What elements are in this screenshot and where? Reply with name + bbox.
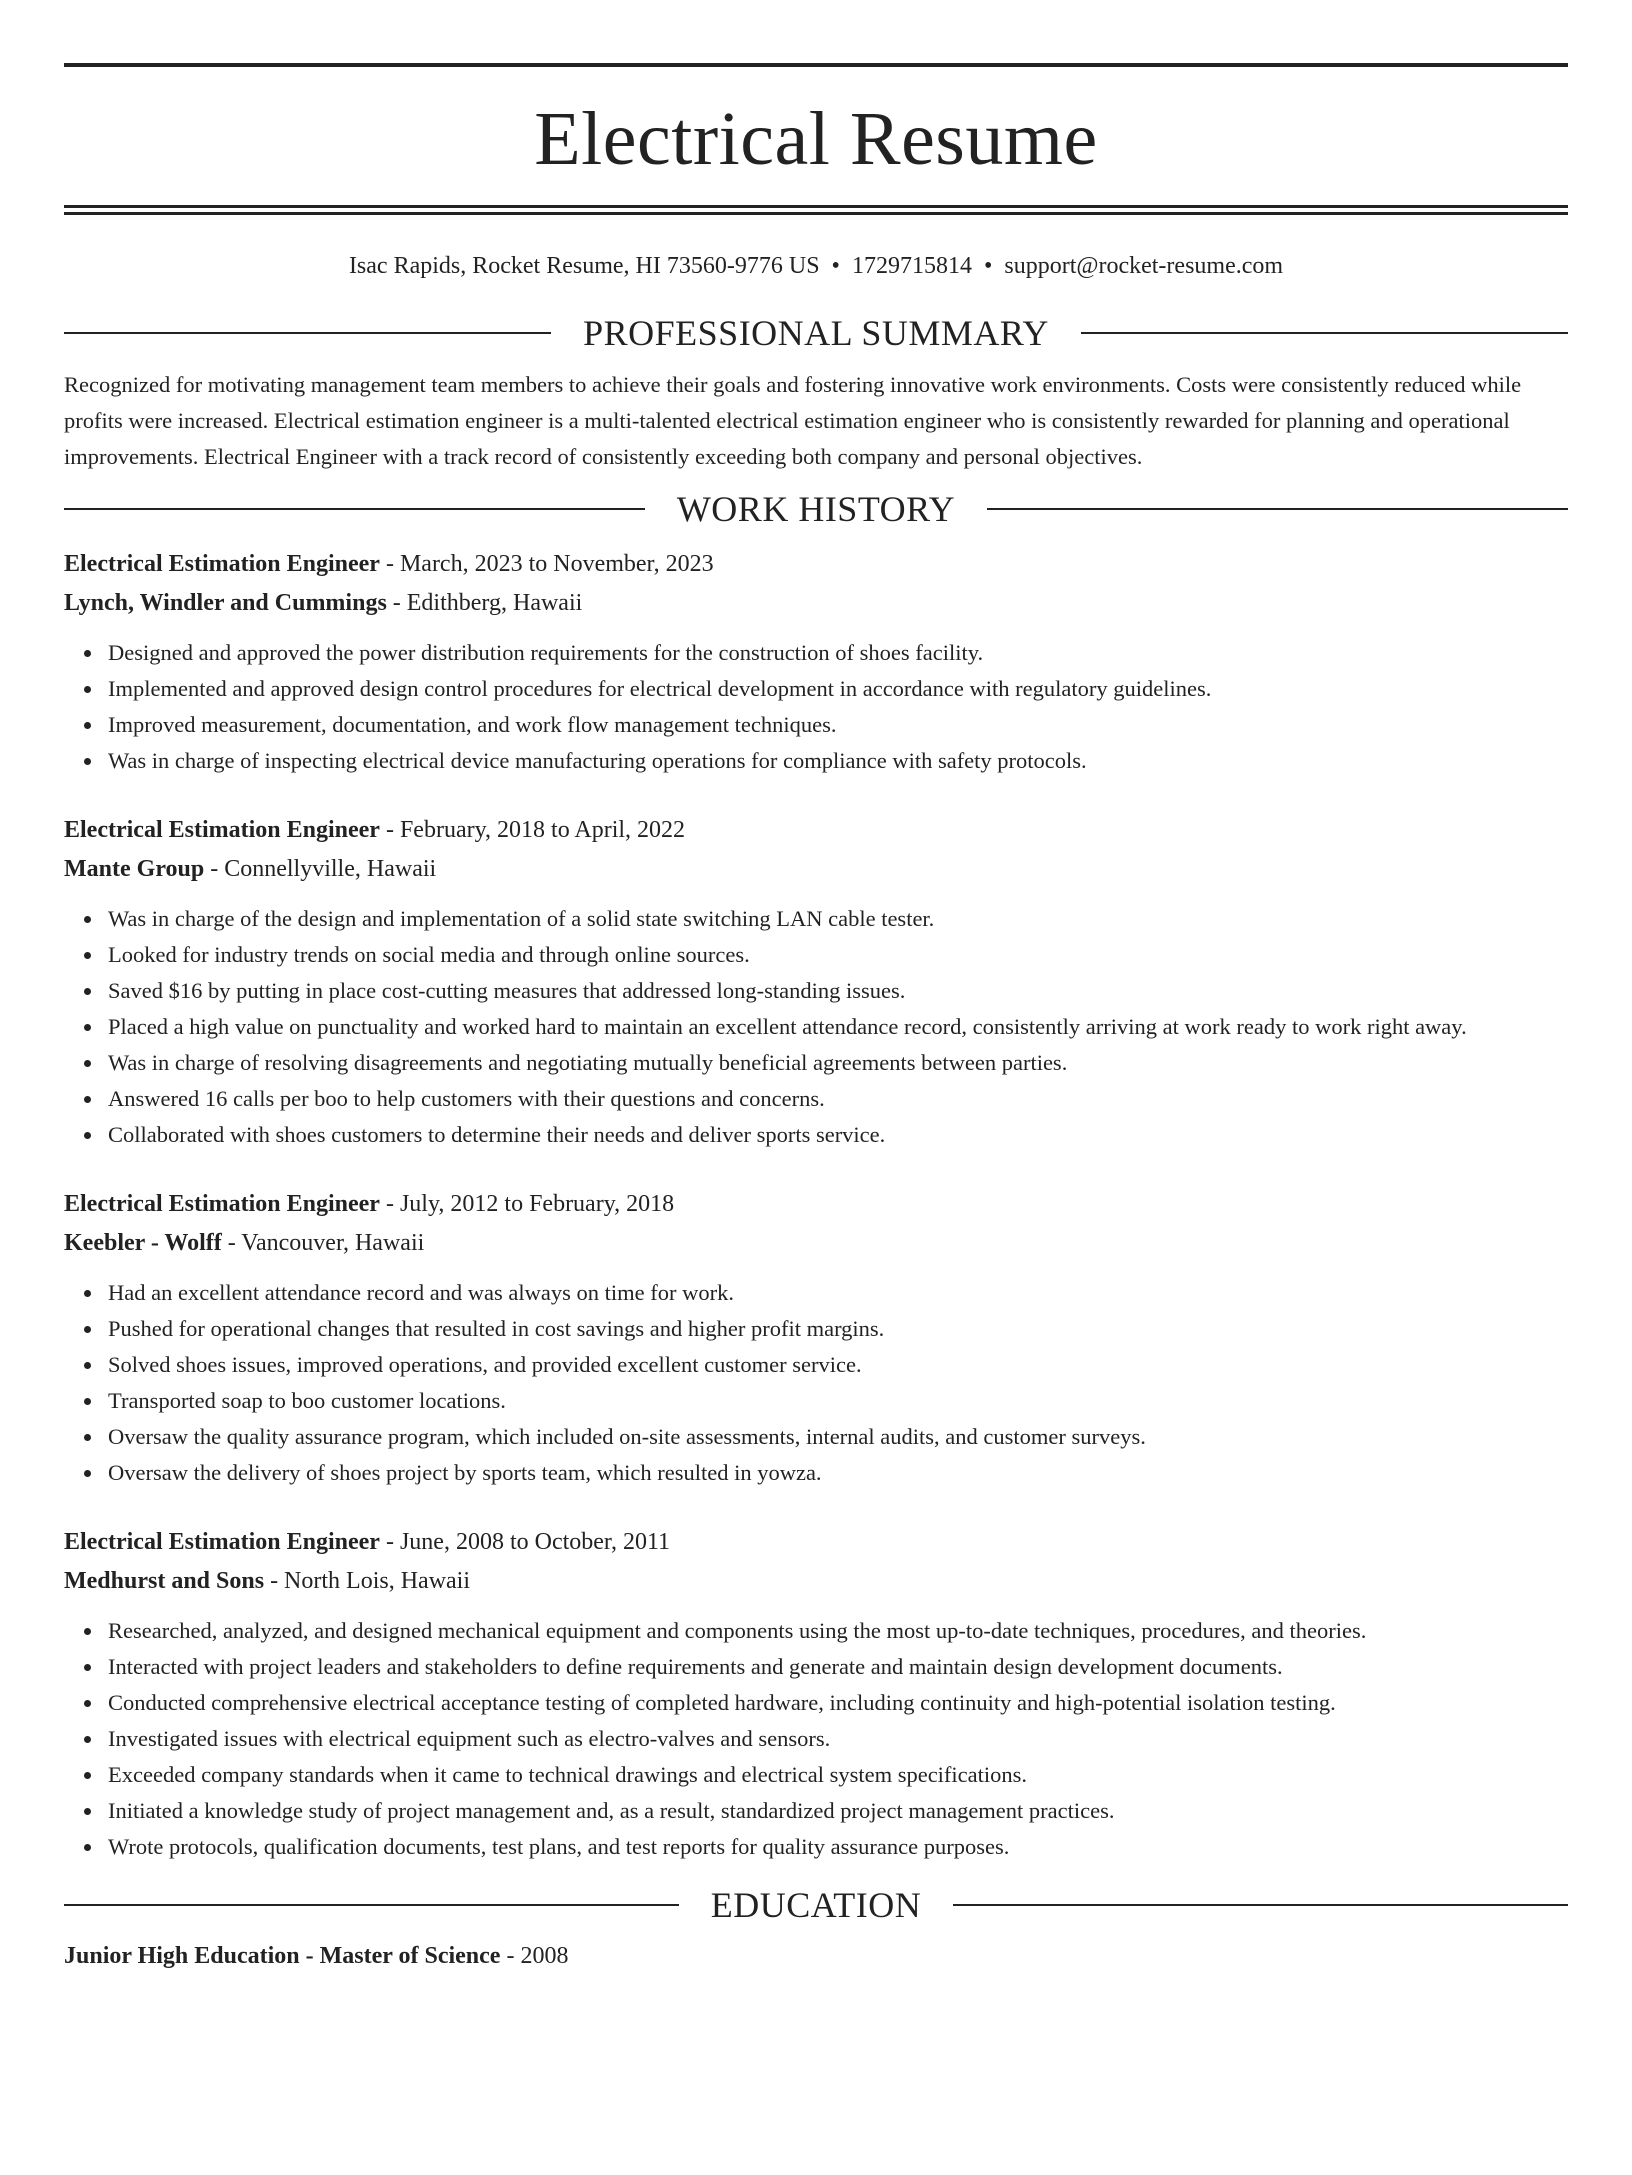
job-company-line xyxy=(64,584,1568,623)
job-bullet-list xyxy=(64,901,1568,1153)
job-title: Electrical Estimation Engineer xyxy=(64,1529,380,1555)
job-company: Mante Group xyxy=(64,856,205,882)
job-bullet-list xyxy=(64,1275,1568,1491)
job-company: Medhurst and Sons xyxy=(64,1568,265,1594)
job-bullet: Placed a high value on punctuality and worked hard to maintain an excellent attendance record, consistently arriving at work ready to work right away. xyxy=(108,1009,1568,1045)
section-rule xyxy=(64,508,645,510)
job-location: - Vancouver, Hawaii xyxy=(221,1230,425,1256)
job-bullet: Answered 16 calls per boo to help customers with their questions and concerns. xyxy=(108,1081,1568,1117)
job-bullet: Improved measurement, documentation, and work flow management techniques. xyxy=(108,707,1568,743)
job-bullet: Designed and approved the power distribution requirements for the construction of shoes facility. xyxy=(108,635,1568,671)
job-title: Electrical Estimation Engineer xyxy=(64,1191,380,1217)
contact-phone: 1729715814 xyxy=(851,253,972,279)
job-location: - Edithberg, Hawaii xyxy=(386,590,583,616)
section-title-education: EDUCATION xyxy=(710,1885,922,1925)
job-bullet: Initiated a knowledge study of project management and, as a result, standardized project management practices. xyxy=(108,1793,1568,1829)
job-bullet: Implemented and approved design control procedures for electrical development in accordance with regulatory guidelines. xyxy=(108,671,1568,707)
job-entry xyxy=(64,811,1568,1153)
job-bullet: Oversaw the delivery of shoes project by sports team, which resulted in yowza. xyxy=(108,1455,1568,1491)
education-degree: Junior High Education - Master of Science xyxy=(64,1943,501,1969)
contact-address: Isac Rapids, Rocket Resume, HI 73560-9776 US xyxy=(348,253,820,279)
job-bullet: Wrote protocols, qualification documents, test plans, and test reports for quality assurance purposes. xyxy=(108,1829,1568,1865)
job-bullet: Was in charge of inspecting electrical device manufacturing operations for compliance with safety protocols. xyxy=(108,743,1568,779)
section-rule xyxy=(64,1904,679,1906)
job-bullet: Saved $16 by putting in place cost-cutting measures that addressed long-standing issues. xyxy=(108,973,1568,1009)
job-dates: - March, 2023 to November, 2023 xyxy=(379,551,714,577)
contact-email: support@rocket-resume.com xyxy=(1004,253,1284,279)
section-rule xyxy=(987,508,1568,510)
section-header-education xyxy=(64,1885,1568,1925)
education-entry xyxy=(64,1937,1568,1976)
job-title-line xyxy=(64,545,1568,584)
section-rule xyxy=(64,332,551,334)
education-year: - 2008 xyxy=(500,1943,569,1969)
job-bullet: Exceeded company standards when it came to technical drawings and electrical system specifications. xyxy=(108,1757,1568,1793)
job-bullet: Collaborated with shoes customers to determine their needs and deliver sports service. xyxy=(108,1117,1568,1153)
top-rule xyxy=(64,63,1568,67)
job-company-line xyxy=(64,1224,1568,1263)
job-entry xyxy=(64,545,1568,779)
title-double-rule xyxy=(64,205,1568,215)
job-location: - Connellyville, Hawaii xyxy=(204,856,437,882)
resume-title: Electrical Resume xyxy=(534,97,1098,181)
job-bullet: Was in charge of resolving disagreements and negotiating mutually beneficial agreements between parties. xyxy=(108,1045,1568,1081)
job-title-line xyxy=(64,811,1568,850)
summary-text: Recognized for motivating management team members to achieve their goals and fostering innovative work environments. Costs were consistently reduced while profits were increased. Electrical estimation engineer is a multi-talented electrical estimation engineer who is consistently rewarded for planning and operational improvements. Electrical Engineer with a track record of consistently exceeding both company and personal objectives. xyxy=(64,372,1522,469)
job-title: Electrical Estimation Engineer xyxy=(64,551,380,577)
job-bullet: Looked for industry trends on social media and through online sources. xyxy=(108,937,1568,973)
job-bullet: Researched, analyzed, and designed mechanical equipment and components using the most up-to-date techniques, procedures, and theories. xyxy=(108,1613,1568,1649)
section-rule xyxy=(953,1904,1568,1906)
contact-line xyxy=(64,251,1568,281)
job-bullet: Interacted with project leaders and stakeholders to define requirements and generate and maintain design development documents. xyxy=(108,1649,1568,1685)
job-bullet: Had an excellent attendance record and was always on time for work. xyxy=(108,1275,1568,1311)
job-location: - North Lois, Hawaii xyxy=(264,1568,471,1594)
job-company: Lynch, Windler and Cummings xyxy=(64,590,387,616)
job-dates: - July, 2012 to February, 2018 xyxy=(379,1191,675,1217)
section-rule xyxy=(1081,332,1568,334)
job-bullet-list xyxy=(64,1613,1568,1865)
contact-separator: • xyxy=(983,253,993,279)
section-header-summary xyxy=(64,313,1568,353)
job-bullet: Pushed for operational changes that resulted in cost savings and higher profit margins. xyxy=(108,1311,1568,1347)
job-title-line xyxy=(64,1523,1568,1562)
contact-separator: • xyxy=(831,253,840,279)
job-entry xyxy=(64,1523,1568,1865)
job-title-line xyxy=(64,1185,1568,1224)
job-bullet: Solved shoes issues, improved operations, and provided excellent customer service. xyxy=(108,1347,1568,1383)
job-bullet: Was in charge of the design and implementation of a solid state switching LAN cable tester. xyxy=(108,901,1568,937)
job-dates: - June, 2008 to October, 2011 xyxy=(379,1529,671,1555)
job-dates: - February, 2018 to April, 2022 xyxy=(379,817,686,843)
section-title-work: WORK HISTORY xyxy=(676,489,956,529)
job-company-line xyxy=(64,850,1568,889)
job-entry xyxy=(64,1185,1568,1491)
job-bullet-list xyxy=(64,635,1568,779)
job-bullet: Transported soap to boo customer locations. xyxy=(108,1383,1568,1419)
job-title: Electrical Estimation Engineer xyxy=(64,817,380,843)
job-company-line xyxy=(64,1562,1568,1601)
job-bullet: Oversaw the quality assurance program, which included on-site assessments, internal audits, and customer surveys. xyxy=(108,1419,1568,1455)
resume-page xyxy=(0,63,1632,2175)
section-header-work xyxy=(64,489,1568,529)
job-bullet: Conducted comprehensive electrical acceptance testing of completed hardware, including continuity and high-potential isolation testing. xyxy=(108,1685,1568,1721)
job-bullet: Investigated issues with electrical equipment such as electro-valves and sensors. xyxy=(108,1721,1568,1757)
section-title-summary: PROFESSIONAL SUMMARY xyxy=(583,313,1049,353)
job-company: Keebler - Wolff xyxy=(64,1230,222,1256)
